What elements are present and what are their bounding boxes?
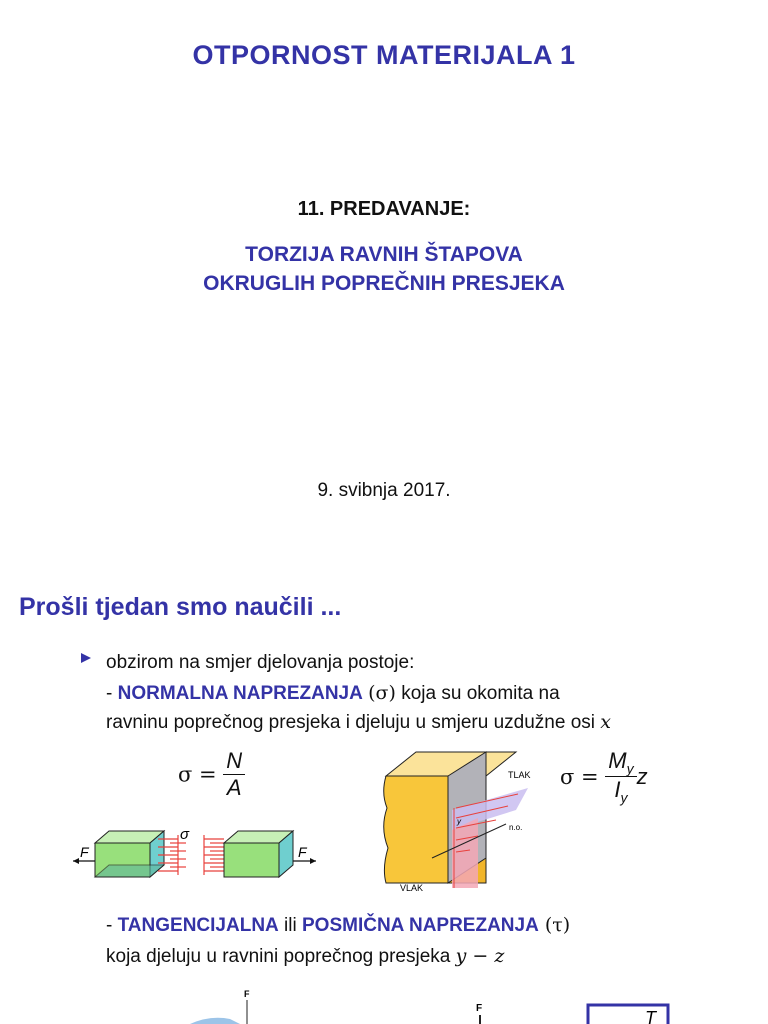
shear-body-top — [190, 1018, 240, 1024]
denominator-sub: y — [620, 789, 628, 806]
compression-label: TLAK — [508, 770, 531, 780]
right-block — [224, 831, 293, 877]
numerator: N — [226, 748, 243, 773]
fraction — [223, 748, 245, 801]
fraction — [605, 748, 636, 806]
numerator-M: M — [608, 748, 627, 773]
bullet-text: obzirom na smjer djelovanja postoje: — [106, 652, 415, 673]
shear-stress-line — [106, 914, 570, 937]
normal-stress-line-2 — [106, 711, 611, 734]
right-force-arrow-head — [310, 858, 316, 864]
dash: - — [106, 683, 118, 704]
sigma-symbol: (σ) — [368, 682, 396, 704]
neutral-axis-label: n.o. — [509, 823, 523, 832]
axis-y-label: y — [457, 817, 461, 826]
denominator-I: I — [614, 777, 621, 803]
shear-stress-figure — [150, 985, 680, 1024]
formula-bending — [560, 748, 648, 806]
axial-stress-figure — [70, 825, 320, 895]
bending-stress-figure — [378, 748, 538, 893]
plane-yz: y − z — [455, 945, 505, 967]
force-left-label: F — [80, 844, 89, 860]
formula-lhs: σ = — [560, 764, 599, 789]
numerator-sub: y — [626, 760, 634, 777]
formula-axial — [178, 748, 245, 801]
force-right-label: F — [298, 844, 307, 860]
shear-label-1: TANGENCIJALNA — [117, 915, 279, 936]
beam-front-face — [384, 776, 448, 883]
right-stress-arrows — [204, 835, 226, 875]
topic-line-2: OKRUGLIH POPREČNIH PRESJEKA — [203, 272, 565, 295]
normal-stress-line — [106, 682, 560, 705]
course-title: OTPORNOST MATERIJALA 1 — [192, 40, 576, 70]
stress-label: σ — [180, 826, 190, 843]
section-title: Prošli tjedan smo naučili ... — [19, 593, 342, 621]
normal-line2-text: ravninu poprečnog presjeka i djeluju u smjeru uzdužne osi — [106, 712, 601, 733]
shear-stress-line-2 — [106, 945, 504, 968]
numerator — [605, 748, 636, 776]
lecture-label: 11. PREDAVANJE: — [297, 198, 471, 220]
tau-symbol: (τ) — [538, 914, 571, 936]
shear-mid: ili — [278, 915, 302, 936]
left-force-arrow-head — [73, 858, 79, 864]
beam-top-face — [386, 752, 516, 776]
lecture-topic — [0, 240, 768, 298]
dash: - — [106, 915, 118, 936]
denominator — [605, 776, 636, 805]
axis-x: x — [600, 711, 612, 733]
lecture-date: 9. svibnja 2017. — [317, 480, 451, 501]
shear-force-label: F — [244, 989, 250, 999]
formula-lhs: σ = — [178, 762, 217, 787]
tau-box — [588, 1005, 668, 1024]
left-block — [95, 831, 164, 877]
shear-line2-text: koja djeluju u ravnini poprečnog presjeka — [106, 946, 456, 967]
normal-stress-rest: koja su okomita na — [395, 683, 560, 704]
shear-label-2: POSMIČNA NAPREZANJA — [302, 915, 539, 936]
tau-box-label: T — [645, 1008, 656, 1024]
formula-z: z — [636, 763, 648, 789]
shear-force-label-2: F — [476, 1003, 483, 1014]
normal-stress-label: NORMALNA NAPREZANJA — [117, 683, 363, 704]
topic-line-1: TORZIJA RAVNIH ŠTAPOVA — [245, 243, 523, 266]
tension-label: VLAK — [400, 883, 424, 893]
tension-region — [452, 818, 478, 888]
denominator: A — [223, 774, 245, 801]
bullet-triangle-icon — [80, 652, 92, 664]
